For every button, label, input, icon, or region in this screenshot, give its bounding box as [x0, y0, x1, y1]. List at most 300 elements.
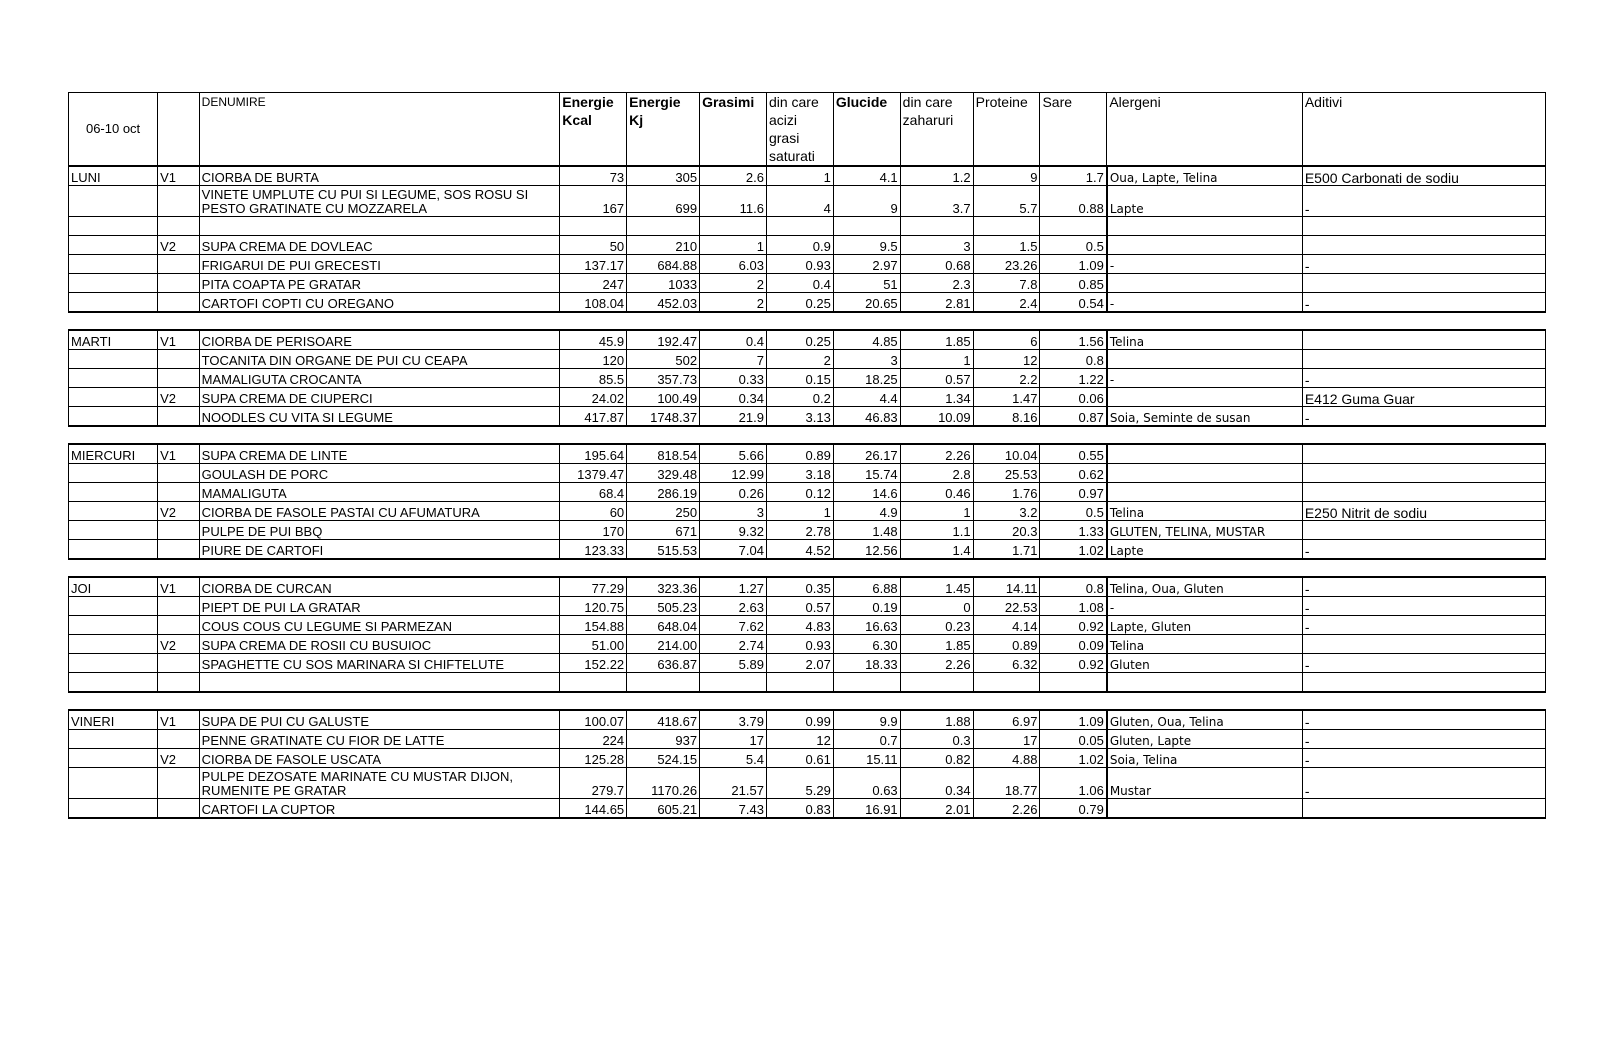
additives-cell — [1302, 799, 1545, 819]
variant-cell — [158, 274, 200, 293]
protein-cell: 18.77 — [973, 768, 1040, 799]
sugars-cell: 2.8 — [900, 464, 973, 483]
salt-cell: 1.09 — [1040, 255, 1107, 274]
saturated-fat-cell: 2 — [766, 350, 833, 369]
fat-cell: 2.74 — [700, 635, 767, 654]
energy-kcal-cell: 108.04 — [560, 293, 627, 313]
sugars-cell: 1.88 — [900, 710, 973, 730]
gap-cell — [199, 426, 560, 444]
sugars-cell: 10.09 — [900, 407, 973, 427]
dish-name: TOCANITA DIN ORGANE DE PUI CU CEAPA — [199, 350, 560, 369]
fat-cell: 2 — [700, 274, 767, 293]
fat-cell: 0.26 — [700, 483, 767, 502]
table-row — [69, 768, 1546, 799]
dish-name: CIORBA DE FASOLE PASTAI CU AFUMATURA — [199, 502, 560, 521]
day-cell — [69, 464, 158, 483]
table-row — [69, 464, 1546, 483]
protein-cell: 2.2 — [973, 369, 1040, 388]
table-header-row — [69, 93, 1546, 167]
protein-cell: 6 — [973, 330, 1040, 350]
energy-kj-cell: 937 — [627, 730, 700, 749]
variant-cell — [158, 616, 200, 635]
carbs-cell: 6.30 — [833, 635, 900, 654]
dish-name: SUPA CREMA DE LINTE — [199, 444, 560, 464]
salt-cell — [1040, 217, 1107, 236]
additives-cell — [1302, 521, 1545, 540]
carbs-cell: 4.85 — [833, 330, 900, 350]
energy-kj-cell: 250 — [627, 502, 700, 521]
energy-kj-cell: 329.48 — [627, 464, 700, 483]
fat-cell: 7.43 — [700, 799, 767, 819]
gap-cell — [900, 426, 973, 444]
variant-cell — [158, 730, 200, 749]
dish-name: PULPE DEZOSATE MARINATE CU MUSTAR DIJON, RUMENITE PE GRATAR — [199, 768, 560, 799]
dish-name: VINETE UMPLUTE CU PUI SI LEGUME, SOS ROSU SI PESTO GRATINATE CU MOZZARELA — [199, 186, 560, 217]
gap-cell — [1107, 426, 1303, 444]
saturated-fat-cell: 4 — [766, 186, 833, 217]
salt-cell: 0.79 — [1040, 799, 1107, 819]
energy-kcal-cell: 279.7 — [560, 768, 627, 799]
carbs-cell: 16.91 — [833, 799, 900, 819]
gap-cell — [833, 426, 900, 444]
protein-cell: 6.32 — [973, 654, 1040, 673]
protein-cell: 0.89 — [973, 635, 1040, 654]
gap-cell — [560, 559, 627, 577]
additives-cell — [1302, 673, 1545, 693]
day-cell — [69, 749, 158, 768]
saturated-fat-cell: 4.83 — [766, 616, 833, 635]
allergens-cell — [1107, 217, 1303, 236]
dish-name: CIORBA DE FASOLE USCATA — [199, 749, 560, 768]
additives-cell — [1302, 330, 1545, 350]
allergens-cell: Lapte — [1107, 186, 1303, 217]
variant-cell — [158, 293, 200, 313]
energy-kcal-cell: 120 — [560, 350, 627, 369]
variant-cell — [158, 540, 200, 560]
additives-cell: - — [1302, 577, 1545, 597]
carbs-header: Glucide — [833, 93, 900, 167]
protein-cell: 14.11 — [973, 577, 1040, 597]
energy-kcal-cell: 125.28 — [560, 749, 627, 768]
variant-cell — [158, 186, 200, 217]
day-cell — [69, 388, 158, 407]
sugars-cell: 1 — [900, 502, 973, 521]
fat-cell: 0.33 — [700, 369, 767, 388]
allergens-cell — [1107, 464, 1303, 483]
fat-cell: 1.27 — [700, 577, 767, 597]
energy-kj-cell: 1748.37 — [627, 407, 700, 427]
energy-kcal-cell: 247 — [560, 274, 627, 293]
salt-cell: 0.5 — [1040, 502, 1107, 521]
saturated-fat-cell: 0.2 — [766, 388, 833, 407]
allergens-cell: Gluten, Lapte — [1107, 730, 1303, 749]
carbs-cell: 18.33 — [833, 654, 900, 673]
fat-cell: 6.03 — [700, 255, 767, 274]
protein-cell: 17 — [973, 730, 1040, 749]
additives-cell: E500 Carbonati de sodiu — [1302, 166, 1545, 186]
saturated-fat-cell: 0.4 — [766, 274, 833, 293]
carbs-cell: 0.19 — [833, 597, 900, 616]
dish-name — [199, 217, 560, 236]
carbs-cell: 26.17 — [833, 444, 900, 464]
day-label: MIERCURI — [69, 444, 158, 464]
sugars-cell: 1.34 — [900, 388, 973, 407]
protein-cell: 9 — [973, 166, 1040, 186]
gap-cell — [700, 312, 767, 330]
table-row — [69, 540, 1546, 560]
table-row — [69, 710, 1546, 730]
fat-cell — [700, 673, 767, 693]
additives-cell: - — [1302, 407, 1545, 427]
day-label: JOI — [69, 577, 158, 597]
day-cell — [69, 369, 158, 388]
table-row — [69, 799, 1546, 819]
day-cell — [69, 274, 158, 293]
saturated-fat-cell: 0.83 — [766, 799, 833, 819]
fat-cell: 0.4 — [700, 330, 767, 350]
energy-kcal-cell: 167 — [560, 186, 627, 217]
salt-cell: 0.88 — [1040, 186, 1107, 217]
energy-kj-cell: 502 — [627, 350, 700, 369]
protein-cell: 6.97 — [973, 710, 1040, 730]
variant-cell — [158, 597, 200, 616]
additives-cell: - — [1302, 597, 1545, 616]
gap-cell — [1040, 426, 1107, 444]
table-row — [69, 502, 1546, 521]
gap-cell — [700, 426, 767, 444]
sugars-cell: 0 — [900, 597, 973, 616]
protein-cell — [973, 217, 1040, 236]
fat-cell: 5.66 — [700, 444, 767, 464]
gap-cell — [833, 559, 900, 577]
table-row — [69, 330, 1546, 350]
allergens-cell: - — [1107, 369, 1303, 388]
dish-name: MAMALIGUTA CROCANTA — [199, 369, 560, 388]
fat-cell: 2.6 — [700, 166, 767, 186]
gap-cell — [69, 426, 158, 444]
fat-cell: 11.6 — [700, 186, 767, 217]
protein-cell: 23.26 — [973, 255, 1040, 274]
gap-cell — [627, 559, 700, 577]
additives-cell: - — [1302, 768, 1545, 799]
additives-cell: - — [1302, 186, 1545, 217]
sugars-cell: 3 — [900, 236, 973, 255]
variant-header — [158, 93, 200, 167]
gap-cell — [560, 426, 627, 444]
table-row — [69, 654, 1546, 673]
saturated-fat-cell: 3.18 — [766, 464, 833, 483]
menu-sheet — [68, 92, 1546, 819]
fat-cell: 7 — [700, 350, 767, 369]
energy-kj-cell — [627, 673, 700, 693]
salt-cell: 0.09 — [1040, 635, 1107, 654]
dish-name: COUS COUS CU LEGUME SI PARMEZAN — [199, 616, 560, 635]
energy-kj-cell — [627, 217, 700, 236]
sugars-cell — [900, 217, 973, 236]
additives-cell: E250 Nitrit de sodiu — [1302, 502, 1545, 521]
protein-cell: 10.04 — [973, 444, 1040, 464]
energy-kcal-cell: 24.02 — [560, 388, 627, 407]
section-gap — [69, 692, 1546, 710]
gap-cell — [627, 312, 700, 330]
saturated-fat-cell: 3.13 — [766, 407, 833, 427]
table-row — [69, 483, 1546, 502]
additives-cell — [1302, 236, 1545, 255]
carbs-cell: 51 — [833, 274, 900, 293]
saturated-fat-cell: 2.07 — [766, 654, 833, 673]
day-cell — [69, 521, 158, 540]
gap-cell — [158, 559, 200, 577]
protein-cell: 4.14 — [973, 616, 1040, 635]
section-gap — [69, 312, 1546, 330]
dish-name: GOULASH DE PORC — [199, 464, 560, 483]
salt-cell: 1.02 — [1040, 540, 1107, 560]
energy-kj-cell: 524.15 — [627, 749, 700, 768]
carbs-cell: 20.65 — [833, 293, 900, 313]
fat-cell: 5.89 — [700, 654, 767, 673]
energy-kj-cell: 305 — [627, 166, 700, 186]
dish-name: PENNE GRATINATE CU FIOR DE LATTE — [199, 730, 560, 749]
energy-kj-cell: 699 — [627, 186, 700, 217]
fat-cell: 2 — [700, 293, 767, 313]
gap-cell — [1040, 559, 1107, 577]
energy-kcal-cell: 85.5 — [560, 369, 627, 388]
variant-cell: V1 — [158, 444, 200, 464]
fat-cell: 5.4 — [700, 749, 767, 768]
variant-cell: V2 — [158, 236, 200, 255]
carbs-cell: 6.88 — [833, 577, 900, 597]
carbs-cell: 18.25 — [833, 369, 900, 388]
energy-kj-cell: 515.53 — [627, 540, 700, 560]
salt-cell: 1.33 — [1040, 521, 1107, 540]
variant-cell — [158, 483, 200, 502]
protein-cell: 7.8 — [973, 274, 1040, 293]
day-cell — [69, 616, 158, 635]
variant-cell — [158, 768, 200, 799]
gap-cell — [766, 426, 833, 444]
day-cell — [69, 540, 158, 560]
variant-cell: V1 — [158, 330, 200, 350]
protein-cell: 1.76 — [973, 483, 1040, 502]
carbs-cell — [833, 217, 900, 236]
table-row — [69, 293, 1546, 313]
table-row — [69, 444, 1546, 464]
protein-cell: 1.47 — [973, 388, 1040, 407]
gap-cell — [973, 692, 1040, 710]
day-label: MARTI — [69, 330, 158, 350]
allergens-cell: Mustar — [1107, 768, 1303, 799]
fat-cell: 3 — [700, 502, 767, 521]
allergens-cell — [1107, 274, 1303, 293]
allergens-cell: Soia, Telina — [1107, 749, 1303, 768]
dish-name: CIORBA DE CURCAN — [199, 577, 560, 597]
table-row — [69, 369, 1546, 388]
protein-cell: 1.71 — [973, 540, 1040, 560]
sugars-cell: 1.85 — [900, 330, 973, 350]
gap-cell — [69, 559, 158, 577]
salt-cell: 1.08 — [1040, 597, 1107, 616]
variant-cell: V2 — [158, 749, 200, 768]
table-row — [69, 521, 1546, 540]
energy-kj-cell: 648.04 — [627, 616, 700, 635]
energy-kj-cell: 357.73 — [627, 369, 700, 388]
energy-kcal-cell: 154.88 — [560, 616, 627, 635]
fat-cell: 0.34 — [700, 388, 767, 407]
dish-name: MAMALIGUTA — [199, 483, 560, 502]
variant-cell: V2 — [158, 635, 200, 654]
gap-cell — [766, 559, 833, 577]
energy-kj-cell: 1033 — [627, 274, 700, 293]
energy-kj-cell: 505.23 — [627, 597, 700, 616]
fat-header: Grasimi — [700, 93, 767, 167]
saturated-fat-cell: 0.61 — [766, 749, 833, 768]
day-cell — [69, 236, 158, 255]
allergens-cell: Telina — [1107, 502, 1303, 521]
energy-kcal-cell: 50 — [560, 236, 627, 255]
allergens-cell: Gluten — [1107, 654, 1303, 673]
table-row — [69, 166, 1546, 186]
salt-cell: 1.56 — [1040, 330, 1107, 350]
gap-cell — [1302, 426, 1545, 444]
salt-cell: 0.5 — [1040, 236, 1107, 255]
dish-name: CARTOFI LA CUPTOR — [199, 799, 560, 819]
table-row — [69, 217, 1546, 236]
salt-cell: 0.92 — [1040, 654, 1107, 673]
energy-kj-cell: 452.03 — [627, 293, 700, 313]
energy-kj-cell: 1170.26 — [627, 768, 700, 799]
sugars-cell: 1.85 — [900, 635, 973, 654]
gap-cell — [700, 692, 767, 710]
salt-cell: 1.7 — [1040, 166, 1107, 186]
additives-cell: - — [1302, 654, 1545, 673]
allergens-cell: Lapte — [1107, 540, 1303, 560]
energy-kj-cell: 323.36 — [627, 577, 700, 597]
additives-cell: - — [1302, 749, 1545, 768]
saturated-fat-header: din care acizi grasi saturati — [766, 93, 833, 167]
day-cell — [69, 502, 158, 521]
variant-cell — [158, 369, 200, 388]
variant-cell: V1 — [158, 710, 200, 730]
gap-cell — [900, 692, 973, 710]
additives-cell: - — [1302, 730, 1545, 749]
day-cell — [69, 483, 158, 502]
protein-cell: 12 — [973, 350, 1040, 369]
salt-cell: 1.06 — [1040, 768, 1107, 799]
variant-cell: V2 — [158, 388, 200, 407]
gap-cell — [1302, 692, 1545, 710]
sugars-cell: 0.23 — [900, 616, 973, 635]
table-row — [69, 730, 1546, 749]
gap-cell — [700, 559, 767, 577]
sugars-cell: 3.7 — [900, 186, 973, 217]
saturated-fat-cell: 0.25 — [766, 293, 833, 313]
additives-cell — [1302, 483, 1545, 502]
sugars-cell: 2.26 — [900, 654, 973, 673]
energy-kcal-cell: 137.17 — [560, 255, 627, 274]
gap-cell — [1107, 692, 1303, 710]
protein-cell: 5.7 — [973, 186, 1040, 217]
variant-cell — [158, 217, 200, 236]
sugars-cell: 2.26 — [900, 444, 973, 464]
additives-cell — [1302, 635, 1545, 654]
sugars-cell: 0.46 — [900, 483, 973, 502]
energy-kcal-cell: 417.87 — [560, 407, 627, 427]
dish-name: SPAGHETTE CU SOS MARINARA SI CHIFTELUTE — [199, 654, 560, 673]
allergens-cell: Telina — [1107, 635, 1303, 654]
additives-cell — [1302, 444, 1545, 464]
day-cell — [69, 597, 158, 616]
gap-cell — [158, 426, 200, 444]
additives-cell: - — [1302, 710, 1545, 730]
carbs-cell: 46.83 — [833, 407, 900, 427]
salt-cell: 0.87 — [1040, 407, 1107, 427]
salt-cell: 0.05 — [1040, 730, 1107, 749]
gap-cell — [973, 559, 1040, 577]
salt-cell: 0.8 — [1040, 577, 1107, 597]
day-label: VINERI — [69, 710, 158, 730]
saturated-fat-cell: 1 — [766, 166, 833, 186]
energy-kcal-cell: 152.22 — [560, 654, 627, 673]
protein-cell: 8.16 — [973, 407, 1040, 427]
protein-cell: 4.88 — [973, 749, 1040, 768]
table-row — [69, 673, 1546, 693]
salt-cell: 1.02 — [1040, 749, 1107, 768]
saturated-fat-cell: 5.29 — [766, 768, 833, 799]
dish-name: NOODLES CU VITA SI LEGUME — [199, 407, 560, 427]
salt-cell: 0.92 — [1040, 616, 1107, 635]
carbs-cell: 1.48 — [833, 521, 900, 540]
gap-cell — [1107, 312, 1303, 330]
energy-kcal-cell: 51.00 — [560, 635, 627, 654]
energy-kcal-cell: 123.33 — [560, 540, 627, 560]
carbs-cell: 3 — [833, 350, 900, 369]
fat-cell: 21.57 — [700, 768, 767, 799]
table-row — [69, 635, 1546, 654]
energy-kcal-cell: 1379.47 — [560, 464, 627, 483]
salt-cell: 0.85 — [1040, 274, 1107, 293]
additives-cell — [1302, 464, 1545, 483]
table-row — [69, 749, 1546, 768]
week-label: 06-10 oct — [69, 93, 158, 167]
variant-cell — [158, 350, 200, 369]
energy-kj-cell: 286.19 — [627, 483, 700, 502]
protein-header: Proteine — [973, 93, 1040, 167]
gap-cell — [560, 312, 627, 330]
carbs-cell: 4.9 — [833, 502, 900, 521]
allergens-cell — [1107, 236, 1303, 255]
saturated-fat-cell: 0.57 — [766, 597, 833, 616]
dish-name: SUPA CREMA DE DOVLEAC — [199, 236, 560, 255]
fat-cell: 7.04 — [700, 540, 767, 560]
variant-cell — [158, 799, 200, 819]
gap-cell — [199, 312, 560, 330]
variant-cell — [158, 673, 200, 693]
table-row — [69, 577, 1546, 597]
additives-cell: - — [1302, 369, 1545, 388]
gap-cell — [900, 559, 973, 577]
energy-kj-cell: 210 — [627, 236, 700, 255]
protein-cell: 2.26 — [973, 799, 1040, 819]
variant-cell: V1 — [158, 577, 200, 597]
gap-cell — [627, 692, 700, 710]
carbs-cell: 4.4 — [833, 388, 900, 407]
allergens-cell: - — [1107, 255, 1303, 274]
saturated-fat-cell: 0.25 — [766, 330, 833, 350]
carbs-cell: 9 — [833, 186, 900, 217]
allergens-cell — [1107, 388, 1303, 407]
table-row — [69, 407, 1546, 427]
saturated-fat-cell: 0.12 — [766, 483, 833, 502]
